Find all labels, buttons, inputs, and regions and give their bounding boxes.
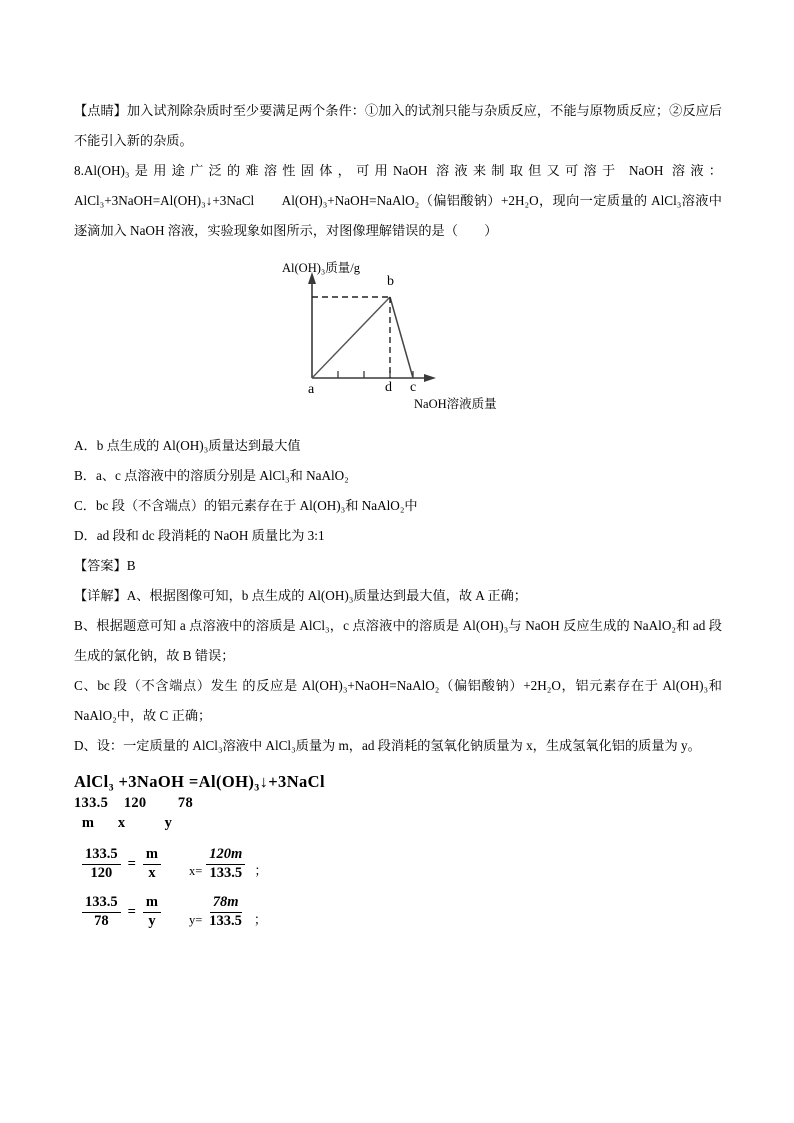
variable-m: m [81, 815, 95, 831]
result-variable-2: y= [188, 912, 203, 927]
option-c-text: C．bc 段（不含端点）的铝元素存在于 Al(OH)₃和 NaAlO₂中 [74, 498, 418, 513]
molar-mass-alcl3: 133.5 [74, 795, 109, 811]
terminator-1: ； [254, 863, 268, 879]
equals-sign-1: = [127, 855, 136, 872]
fraction-1-left [80, 847, 123, 881]
molar-mass-naoh: 120 [123, 795, 147, 811]
explanation-text-b: B、根据题意可知 a 点溶液中的溶质是 AlCl₃，c 点溶液中的溶质是 Al(OH)₃与 NaOH 反应生成的 NaAlO₂和 ad 段生成的氯化钠，故 B 错误； [74, 618, 722, 663]
variable-row [74, 813, 722, 833]
chart-y-axis-label: Al(OH)₃质量/g [282, 261, 360, 275]
chart-x-axis-label: NaOH溶液质量 [414, 397, 497, 411]
option-a [74, 431, 722, 461]
option-c [74, 491, 722, 521]
fraction-2-left [80, 895, 123, 929]
fraction-2-right [141, 895, 163, 929]
fraction-1-result-denominator: 133.5 [209, 864, 243, 881]
variable-x: x [117, 815, 126, 831]
fraction-1-right [141, 847, 163, 881]
chart-point-label-a: a [308, 382, 315, 397]
explanation-line-c [74, 671, 722, 731]
option-b [74, 461, 722, 491]
fraction-1-right-numerator: m [143, 847, 161, 865]
chart-point-label-b: b [387, 274, 394, 289]
explanation-label: 【详解】 [74, 588, 127, 603]
question-8-text: 8.Al(OH)₃是用途广泛的难溶性固体，可用NaOH 溶液来制取但又可溶于 NaOH 溶液：AlCl₃+3NaOH=Al(OH)₃↓+3NaCl Al(OH)₃+NaOH=NaAlO₂（偏铝酸钠）+2H₂O，现向一定质量的 AlCl₃溶液中逐滴加入 NaOH 溶液，实验现象如图所示，对图像理解错误的是（ ） [74, 163, 722, 238]
fraction-2-left-numerator: 133.5 [82, 895, 121, 913]
option-b-text: B．a、c 点溶液中的溶质分别是 AlCl₃和 NaAlO₂ [74, 468, 349, 483]
explanation-line-d [74, 731, 722, 761]
proportion-row-2 [80, 895, 722, 929]
terminator-2: ； [253, 911, 267, 927]
molar-mass-row [74, 793, 722, 813]
fraction-1-left-denominator: 120 [90, 864, 113, 881]
tip-text: 【点睛】加入试剂除杂质时至少要满足两个条件：①加入的试剂只能与杂质反应，不能与原物质反应；②反应后不能引入新的杂质。 [74, 103, 722, 148]
chart-figure [74, 252, 722, 427]
chart-point-label-d: d [385, 380, 392, 395]
chart-segment-ab [312, 297, 390, 378]
fraction-2-right-numerator: m [143, 895, 161, 913]
fraction-1-left-numerator: 133.5 [82, 847, 121, 865]
stoichiometry-block [74, 771, 722, 833]
fraction-2-result-numerator: 78m [210, 895, 242, 913]
answer-line [74, 551, 722, 581]
explanation-text-d: D、设：一定质量的 AlCl₃溶液中 AlCl₃质量为 m，ad 段消耗的氢氧化钠质量为 x，生成氢氧化铝的质量为 y。 [74, 738, 701, 753]
chart-point-label-c: c [410, 380, 417, 395]
answer-label: 【答案】 [74, 558, 127, 573]
option-d-text: D．ad 段和 dc 段消耗的 NaOH 质量比为 3:1 [74, 528, 325, 543]
fraction-2-right-denominator: y [148, 912, 156, 929]
explanation-text-a: A、根据图像可知，b 点生成的 Al(OH)₃质量达到最大值，故 A 正确； [126, 588, 527, 603]
explanation-line-a [74, 581, 722, 611]
fraction-1-right-denominator: x [148, 864, 156, 881]
option-a-text: A．b 点生成的 Al(OH)₃质量达到最大值 [74, 438, 301, 453]
equals-sign-2: = [127, 903, 136, 920]
document-content [74, 96, 722, 930]
tip-paragraph [74, 96, 722, 156]
molar-mass-aloh3: 78 [177, 795, 193, 811]
fraction-2-left-denominator: 78 [94, 912, 109, 929]
result-variable-1: x= [188, 864, 203, 879]
proportion-row-1 [80, 847, 722, 881]
fraction-1-result-numerator: 120m [206, 847, 245, 865]
question-8-paragraph [74, 156, 722, 246]
chart-svg [74, 252, 722, 427]
chart-x-axis-arrow [424, 374, 436, 382]
fraction-2-result-denominator: 133.5 [209, 912, 242, 929]
reaction-equation: AlCl₃ +3NaOH =Al(OH)₃↓+3NaCl [74, 772, 325, 791]
option-d [74, 521, 722, 551]
fraction-2-result [204, 895, 247, 929]
chart-segment-bc [390, 297, 413, 378]
answer-value: B [126, 558, 136, 573]
variable-y: y [164, 815, 173, 831]
explanation-text-c: C、bc 段（不含端点）发生 的反应是 Al(OH)₃+NaOH=NaAlO₂（偏铝酸钠）+2H₂O，铝元素存在于 Al(OH)₃和 NaAlO₂中，故 C 正确； [74, 678, 722, 723]
explanation-line-b [74, 611, 722, 671]
fraction-1-result [204, 847, 247, 881]
